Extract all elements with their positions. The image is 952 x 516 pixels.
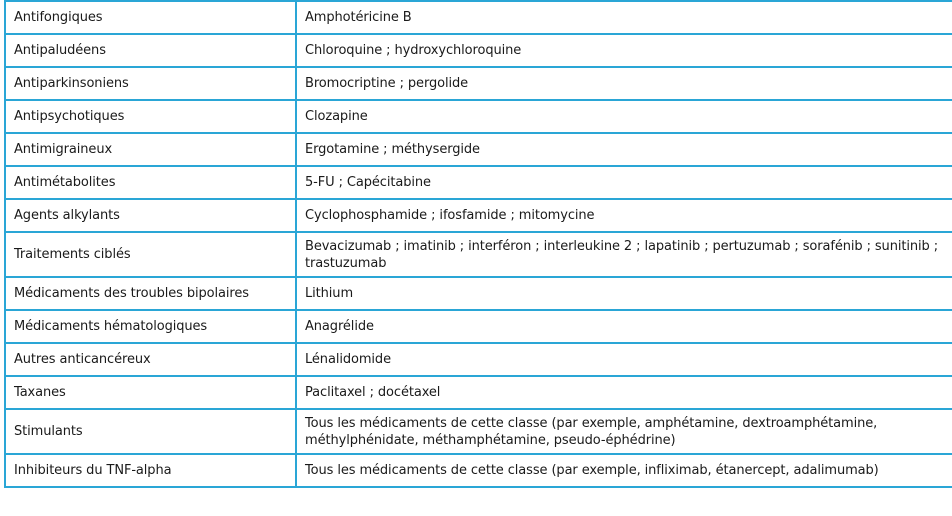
drug-names-cell: Lénalidomide: [296, 343, 952, 376]
drug-class-cell: Autres anticancéreux: [5, 343, 296, 376]
drug-class-cell: Agents alkylants: [5, 199, 296, 232]
table-row: [5, 310, 952, 343]
drug-names-cell: Anagrélide: [296, 310, 952, 343]
drug-names-cell: Bromocriptine ; pergolide: [296, 67, 952, 100]
table-row: [5, 232, 952, 277]
drug-class-cell: Médicaments des troubles bipolaires: [5, 277, 296, 310]
drug-names-cell: Amphotéricine B: [296, 1, 952, 34]
drug-class-cell: Antipsychotiques: [5, 100, 296, 133]
drug-class-cell: Antimétabolites: [5, 166, 296, 199]
drug-names-cell: Bevacizumab ; imatinib ; interféron ; interleukine 2 ; lapatinib ; pertuzumab ; sorafénib ; sunitinib ; trastuzumab: [296, 232, 952, 277]
drug-class-cell: Antimigraineux: [5, 133, 296, 166]
table-row: [5, 409, 952, 454]
drug-names-cell: Chloroquine ; hydroxychloroquine: [296, 34, 952, 67]
drug-names-cell: Clozapine: [296, 100, 952, 133]
drug-class-table: [4, 0, 952, 488]
table-row: [5, 34, 952, 67]
drug-class-cell: Inhibiteurs du TNF-alpha: [5, 454, 296, 487]
table-row: [5, 199, 952, 232]
table-row: [5, 376, 952, 409]
drug-class-cell: Antipaludéens: [5, 34, 296, 67]
drug-names-cell: Tous les médicaments de cette classe (par exemple, amphétamine, dextroamphétamine, méthylphénidate, méthamphétamine, pseudo-éphédrine): [296, 409, 952, 454]
table-row: [5, 454, 952, 487]
table-row: [5, 133, 952, 166]
table-row: [5, 1, 952, 34]
table-row: [5, 343, 952, 376]
drug-class-cell: Stimulants: [5, 409, 296, 454]
drug-names-cell: Lithium: [296, 277, 952, 310]
drug-names-cell: Cyclophosphamide ; ifosfamide ; mitomycine: [296, 199, 952, 232]
drug-class-cell: Médicaments hématologiques: [5, 310, 296, 343]
drug-names-cell: 5-FU ; Capécitabine: [296, 166, 952, 199]
drug-names-cell: Paclitaxel ; docétaxel: [296, 376, 952, 409]
table-row: [5, 166, 952, 199]
drug-class-cell: Antiparkinsoniens: [5, 67, 296, 100]
table-row: [5, 277, 952, 310]
drug-names-cell: Ergotamine ; méthysergide: [296, 133, 952, 166]
table-row: [5, 100, 952, 133]
drug-names-cell: Tous les médicaments de cette classe (par exemple, infliximab, étanercept, adalimumab): [296, 454, 952, 487]
drug-class-cell: Traitements ciblés: [5, 232, 296, 277]
table-row: [5, 67, 952, 100]
drug-class-cell: Taxanes: [5, 376, 296, 409]
drug-class-cell: Antifongiques: [5, 1, 296, 34]
